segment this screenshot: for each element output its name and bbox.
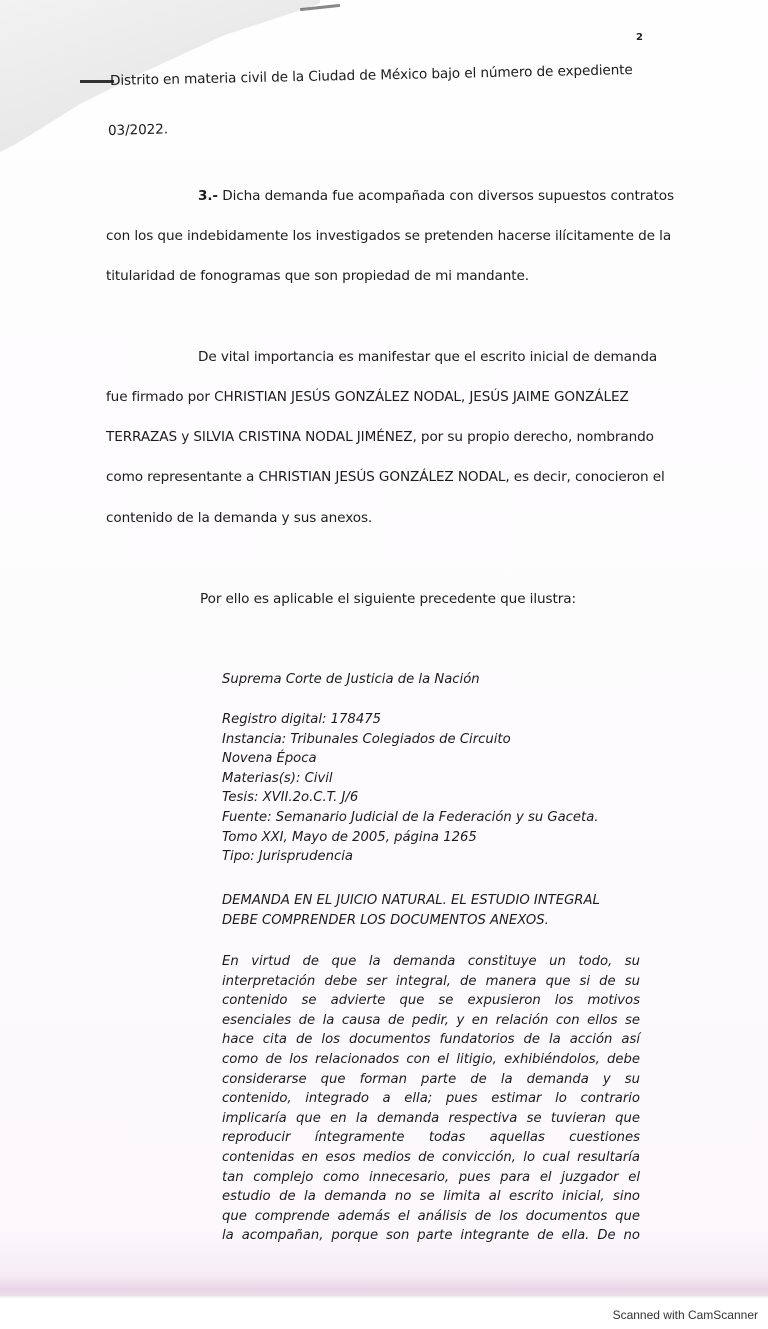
precedent-intro: Por ello es aplicable el siguiente precedente que ilustra: — [200, 591, 576, 607]
metadata-materias: Materias(s): Civil — [222, 770, 333, 786]
citation-court: Suprema Corte de Justicia de la Nación — [222, 672, 480, 687]
metadata-tomo: Tomo XXI, Mayo de 2005, página 1265 — [222, 829, 477, 845]
paragraph-3-line-2: con los que indebidamente los investigados se pretenden hacerse ilícitamente de la — [106, 228, 672, 244]
metadata-fuente: Fuente: Semanario Judicial de la Federación y su Gaceta. — [222, 809, 599, 825]
metadata-epoca: Novena Época — [222, 751, 317, 767]
page-bottom-edge — [0, 1276, 768, 1298]
importance-line-3: TERRAZAS y SILVIA CRISTINA NODAL JIMÉNEZ, por su propio derecho, nombrando — [106, 429, 654, 445]
citation-metadata — [222, 710, 640, 867]
pen-mark — [80, 80, 114, 83]
importance-line-5: contenido de la demanda y sus anexos. — [106, 510, 373, 526]
paragraph-number: 3.- — [198, 188, 218, 204]
citation-heading: DEMANDA EN EL JUICIO NATURAL. EL ESTUDIO INTEGRAL DEBE COMPRENDER LOS DOCUMENTOS ANEXOS. — [222, 893, 600, 928]
importance-line-1: De vital importancia es manifestar que el escrito inicial de demanda — [198, 349, 658, 365]
metadata-registro: Registro digital: 178475 — [222, 712, 381, 727]
paragraph-3-line-3: titularidad de fonogramas que son propiedad de mi mandante. — [106, 268, 530, 284]
metadata-tipo: Tipo: Jurisprudencia — [222, 849, 353, 865]
continuation-line-1: Distrito en materia civil de la Ciudad de México bajo el número de expediente — [109, 62, 633, 89]
metadata-instancia: Instancia: Tribunales Colegiados de Circuito — [222, 731, 511, 747]
paragraph-3-line-1: 3.- Dicha demanda fue acompañada con diversos supuestos contratos — [198, 188, 674, 204]
importance-line-4: como representante a CHRISTIAN JESÚS GONZÁLEZ NODAL, es decir, conocieron el — [106, 469, 665, 485]
page-number: 2 — [636, 32, 643, 43]
metadata-tesis: Tesis: XVII.2o.C.T. J/6 — [222, 790, 359, 806]
continuation-line-2: 03/2022. — [107, 121, 169, 139]
citation-body: En virtud de que la demanda constituye un todo, su interpretación debe ser integral, de manera que si de su contenido se advierte que se expusieron los motivos esenciales de la causa de pedir, y en relación con ellos se hace cita de los documentos fundatorios de la acción así como de los relacionados con el litigio, exhibiéndolos, debe considerarse que forman parte de la demanda y su contenido, integrado a ella; pues estimar lo contrario implicaría que en la demanda respectiva se tuvieran que reproducir íntegramente todas aquellas cuestiones contenidas en esos medios de convicción, lo cual resultaría tan complejo como innecesario, pues para el juzgador el estudio de la demanda no se limita al escrito inicial, sino que comprende además el análisis de los documentos que la acompañan, porque son parte integrante de ella. De no — [222, 954, 640, 1244]
importance-line-2: fue firmado por CHRISTIAN JESÚS GONZÁLEZ NODAL, JESÚS JAIME GONZÁLEZ — [106, 389, 629, 405]
camscanner-watermark: Scanned with CamScanner — [612, 1308, 758, 1322]
